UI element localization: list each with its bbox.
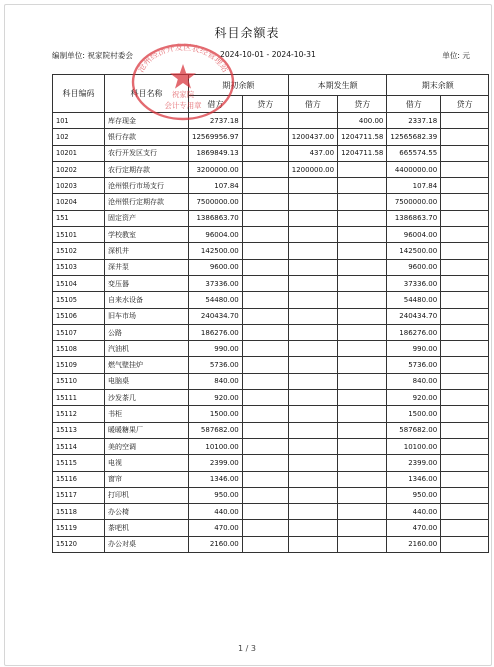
table-body	[53, 113, 489, 553]
cell-account-name: 旧车市场	[105, 308, 189, 324]
cell-account-code: 15113	[53, 422, 105, 438]
cell-closing-credit	[441, 520, 489, 536]
cell-current-debit: 1200437.00	[288, 129, 337, 145]
cell-opening-debit: 2160.00	[189, 536, 243, 552]
document-title: 科目余额表	[214, 26, 280, 40]
cell-opening-credit	[242, 324, 288, 340]
cell-opening-credit	[242, 341, 288, 357]
cell-opening-debit: 440.00	[189, 504, 243, 520]
cell-current-debit: 437.00	[288, 145, 337, 161]
cell-account-code: 15102	[53, 243, 105, 259]
cell-closing-debit: 665574.55	[387, 145, 441, 161]
cell-account-name: 银行存款	[105, 129, 189, 145]
cell-account-code: 15118	[53, 504, 105, 520]
cell-account-name: 学校教室	[105, 227, 189, 243]
cell-opening-debit: 2399.00	[189, 455, 243, 471]
cell-closing-credit	[441, 292, 489, 308]
table-row	[53, 210, 489, 226]
document-meta-row	[52, 50, 470, 64]
cell-opening-debit: 3200000.00	[189, 161, 243, 177]
cell-opening-debit: 96004.00	[189, 227, 243, 243]
cell-current-debit	[288, 422, 337, 438]
cell-closing-debit: 142500.00	[387, 243, 441, 259]
table-row	[53, 373, 489, 389]
cell-opening-credit	[242, 161, 288, 177]
account-balance-table	[52, 74, 489, 553]
table-row	[53, 438, 489, 454]
cell-opening-debit: 1869849.13	[189, 145, 243, 161]
cell-opening-debit: 5736.00	[189, 357, 243, 373]
cell-closing-debit: 2160.00	[387, 536, 441, 552]
cell-closing-debit: 10100.00	[387, 438, 441, 454]
cell-opening-credit	[242, 227, 288, 243]
cell-opening-credit	[242, 194, 288, 210]
header-opening-balance: 期初余额	[189, 75, 289, 96]
cell-current-credit	[338, 536, 387, 552]
cell-current-credit	[338, 487, 387, 503]
table-row	[53, 487, 489, 503]
cell-opening-credit	[242, 520, 288, 536]
cell-account-name: 沙发茶几	[105, 390, 189, 406]
cell-closing-debit: 186276.00	[387, 324, 441, 340]
cell-closing-credit	[441, 129, 489, 145]
table-row	[53, 422, 489, 438]
cell-closing-debit: 107.84	[387, 178, 441, 194]
cell-current-credit: 1204711.58	[338, 145, 387, 161]
cell-current-debit	[288, 194, 337, 210]
cell-current-debit	[288, 390, 337, 406]
cell-closing-credit	[441, 145, 489, 161]
cell-opening-credit	[242, 471, 288, 487]
cell-account-name: 办公椅	[105, 504, 189, 520]
cell-closing-debit: 440.00	[387, 504, 441, 520]
table-row	[53, 113, 489, 129]
cell-current-credit	[338, 422, 387, 438]
cell-opening-debit: 950.00	[189, 487, 243, 503]
cell-account-name: 燃气壁挂炉	[105, 357, 189, 373]
cell-closing-credit	[441, 406, 489, 422]
cell-closing-credit	[441, 487, 489, 503]
cell-account-name: 自来水设备	[105, 292, 189, 308]
cell-opening-credit	[242, 113, 288, 129]
table-row	[53, 520, 489, 536]
cell-account-code: 15120	[53, 536, 105, 552]
cell-opening-debit: 1346.00	[189, 471, 243, 487]
cell-opening-debit: 186276.00	[189, 324, 243, 340]
period-range: 2024-10-01 - 2024-10-31	[220, 50, 316, 59]
cell-current-credit: 1204711.58	[338, 129, 387, 145]
cell-account-code: 15103	[53, 259, 105, 275]
cell-account-name: 汽油机	[105, 341, 189, 357]
cell-account-code: 15105	[53, 292, 105, 308]
table-row	[53, 194, 489, 210]
cell-current-debit	[288, 373, 337, 389]
cell-opening-credit	[242, 292, 288, 308]
cell-current-debit	[288, 406, 337, 422]
cell-current-debit	[288, 259, 337, 275]
cell-closing-debit: 9600.00	[387, 259, 441, 275]
cell-account-code: 15119	[53, 520, 105, 536]
cell-closing-credit	[441, 536, 489, 552]
cell-opening-credit	[242, 357, 288, 373]
cell-current-debit	[288, 292, 337, 308]
cell-account-code: 15110	[53, 373, 105, 389]
cell-current-credit	[338, 292, 387, 308]
cell-closing-debit: 1386863.70	[387, 210, 441, 226]
compiling-unit: 编制单位: 祝家院村委会	[52, 51, 133, 60]
table-row	[53, 292, 489, 308]
table-row	[53, 324, 489, 340]
cell-closing-credit	[441, 308, 489, 324]
cell-closing-credit	[441, 324, 489, 340]
cell-opening-credit	[242, 145, 288, 161]
cell-closing-debit: 950.00	[387, 487, 441, 503]
cell-closing-credit	[441, 357, 489, 373]
cell-current-debit	[288, 438, 337, 454]
cell-current-debit	[288, 227, 337, 243]
cell-current-credit	[338, 357, 387, 373]
cell-current-credit	[338, 406, 387, 422]
cell-opening-debit: 142500.00	[189, 243, 243, 259]
cell-current-debit	[288, 520, 337, 536]
cell-opening-debit: 12569956.97	[189, 129, 243, 145]
cell-account-code: 15117	[53, 487, 105, 503]
cell-opening-debit: 1386863.70	[189, 210, 243, 226]
header-opening-debit: 借方	[189, 96, 243, 113]
header-closing-debit: 借方	[387, 96, 441, 113]
cell-opening-debit: 2737.18	[189, 113, 243, 129]
cell-opening-debit: 10100.00	[189, 438, 243, 454]
cell-closing-debit: 12565682.39	[387, 129, 441, 145]
cell-opening-credit	[242, 438, 288, 454]
cell-opening-credit	[242, 536, 288, 552]
cell-opening-credit	[242, 275, 288, 291]
cell-opening-credit	[242, 308, 288, 324]
cell-opening-debit: 107.84	[189, 178, 243, 194]
cell-current-credit	[338, 308, 387, 324]
cell-opening-debit: 7500000.00	[189, 194, 243, 210]
cell-opening-debit: 840.00	[189, 373, 243, 389]
cell-opening-debit: 990.00	[189, 341, 243, 357]
cell-closing-credit	[441, 504, 489, 520]
cell-current-debit	[288, 113, 337, 129]
cell-current-debit	[288, 357, 337, 373]
cell-current-debit	[288, 487, 337, 503]
cell-account-name: 固定资产	[105, 210, 189, 226]
cell-closing-debit: 587682.00	[387, 422, 441, 438]
header-closing-credit: 贷方	[441, 96, 489, 113]
cell-account-name: 打印机	[105, 487, 189, 503]
table-row	[53, 390, 489, 406]
cell-account-name: 深机井	[105, 243, 189, 259]
cell-closing-debit: 470.00	[387, 520, 441, 536]
cell-current-credit	[338, 520, 387, 536]
cell-current-credit	[338, 438, 387, 454]
header-current-amount: 本期发生额	[288, 75, 387, 96]
cell-current-credit	[338, 161, 387, 177]
cell-account-code: 15116	[53, 471, 105, 487]
cell-current-credit	[338, 341, 387, 357]
cell-current-debit	[288, 308, 337, 324]
cell-opening-debit: 470.00	[189, 520, 243, 536]
cell-current-debit	[288, 275, 337, 291]
cell-opening-debit: 54480.00	[189, 292, 243, 308]
cell-current-debit	[288, 504, 337, 520]
cell-closing-credit	[441, 210, 489, 226]
cell-closing-credit	[441, 194, 489, 210]
cell-account-name: 农行定期存款	[105, 161, 189, 177]
header-account-name: 科目名称	[105, 75, 189, 113]
cell-closing-debit: 920.00	[387, 390, 441, 406]
cell-current-credit	[338, 178, 387, 194]
cell-account-code: 15104	[53, 275, 105, 291]
cell-opening-credit	[242, 259, 288, 275]
cell-closing-debit: 990.00	[387, 341, 441, 357]
cell-opening-debit: 9600.00	[189, 259, 243, 275]
cell-account-name: 书柜	[105, 406, 189, 422]
cell-closing-debit: 240434.70	[387, 308, 441, 324]
cell-closing-credit	[441, 438, 489, 454]
table-row	[53, 227, 489, 243]
header-account-code: 科目编码	[53, 75, 105, 113]
cell-closing-debit: 37336.00	[387, 275, 441, 291]
cell-account-code: 15115	[53, 455, 105, 471]
cell-current-debit	[288, 536, 337, 552]
cell-current-credit	[338, 324, 387, 340]
seal-mid-text: 祝家院	[171, 90, 195, 99]
cell-closing-debit: 5736.00	[387, 357, 441, 373]
cell-opening-credit	[242, 504, 288, 520]
header-closing-balance: 期末余额	[387, 75, 489, 96]
cell-current-credit	[338, 275, 387, 291]
cell-current-credit	[338, 243, 387, 259]
table-row	[53, 243, 489, 259]
cell-account-name: 电视	[105, 455, 189, 471]
cell-account-name: 深井泵	[105, 259, 189, 275]
cell-account-code: 151	[53, 210, 105, 226]
cell-closing-credit	[441, 373, 489, 389]
cell-closing-credit	[441, 390, 489, 406]
cell-closing-credit	[441, 259, 489, 275]
cell-account-name: 沧州银行市场支行	[105, 178, 189, 194]
cell-account-code: 15112	[53, 406, 105, 422]
cell-current-credit	[338, 504, 387, 520]
cell-account-code: 15109	[53, 357, 105, 373]
cell-closing-credit	[441, 178, 489, 194]
cell-opening-debit: 920.00	[189, 390, 243, 406]
table-row	[53, 308, 489, 324]
cell-closing-credit	[441, 227, 489, 243]
cell-closing-credit	[441, 455, 489, 471]
cell-opening-credit	[242, 178, 288, 194]
cell-account-code: 15106	[53, 308, 105, 324]
cell-account-code: 15111	[53, 390, 105, 406]
cell-current-debit	[288, 178, 337, 194]
cell-account-name: 农行开发区支行	[105, 145, 189, 161]
cell-current-debit	[288, 210, 337, 226]
cell-opening-credit	[242, 390, 288, 406]
table-row	[53, 536, 489, 552]
cell-account-name: 库存现金	[105, 113, 189, 129]
cell-current-debit	[288, 243, 337, 259]
cell-closing-credit	[441, 341, 489, 357]
cell-account-name: 办公对桌	[105, 536, 189, 552]
cell-current-credit	[338, 259, 387, 275]
cell-opening-credit	[242, 487, 288, 503]
cell-account-code: 10202	[53, 161, 105, 177]
cell-opening-credit	[242, 243, 288, 259]
cell-account-name: 变压器	[105, 275, 189, 291]
cell-opening-credit	[242, 210, 288, 226]
cell-current-debit	[288, 455, 337, 471]
cell-closing-credit	[441, 113, 489, 129]
cell-current-debit	[288, 324, 337, 340]
header-opening-credit: 贷方	[242, 96, 288, 113]
cell-account-code: 15101	[53, 227, 105, 243]
seal-bottom-text: 会计专用章	[164, 101, 202, 110]
cell-closing-credit	[441, 243, 489, 259]
table-row	[53, 406, 489, 422]
cell-opening-credit	[242, 455, 288, 471]
cell-closing-debit: 7500000.00	[387, 194, 441, 210]
cell-closing-debit: 1500.00	[387, 406, 441, 422]
cell-account-code: 102	[53, 129, 105, 145]
cell-current-credit	[338, 390, 387, 406]
cell-opening-debit: 240434.70	[189, 308, 243, 324]
cell-opening-credit	[242, 373, 288, 389]
table-row	[53, 455, 489, 471]
cell-account-name: 暖暖糖果厂	[105, 422, 189, 438]
cell-account-name: 公路	[105, 324, 189, 340]
cell-closing-credit	[441, 422, 489, 438]
cell-account-code: 101	[53, 113, 105, 129]
cell-closing-debit: 96004.00	[387, 227, 441, 243]
table-row	[53, 357, 489, 373]
cell-account-code: 10204	[53, 194, 105, 210]
cell-closing-debit: 4400000.00	[387, 161, 441, 177]
cell-current-debit	[288, 341, 337, 357]
table-row	[53, 145, 489, 161]
cell-opening-credit	[242, 406, 288, 422]
cell-current-debit	[288, 471, 337, 487]
table-row	[53, 259, 489, 275]
cell-closing-debit: 1346.00	[387, 471, 441, 487]
table-row	[53, 471, 489, 487]
cell-account-name: 茶吧机	[105, 520, 189, 536]
cell-account-code: 15114	[53, 438, 105, 454]
header-current-debit: 借方	[288, 96, 337, 113]
cell-account-name: 窗帘	[105, 471, 189, 487]
table-row	[53, 178, 489, 194]
cell-account-name: 沧州银行定期存款	[105, 194, 189, 210]
cell-current-credit	[338, 373, 387, 389]
table-row	[53, 129, 489, 145]
table-row	[53, 275, 489, 291]
cell-current-credit	[338, 455, 387, 471]
cell-opening-credit	[242, 422, 288, 438]
page-indicator: 1 / 3	[238, 644, 256, 653]
cell-opening-debit: 587682.00	[189, 422, 243, 438]
cell-account-code: 15108	[53, 341, 105, 357]
cell-current-credit	[338, 227, 387, 243]
cell-closing-credit	[441, 161, 489, 177]
cell-closing-credit	[441, 275, 489, 291]
cell-current-credit: 400.00	[338, 113, 387, 129]
cell-opening-debit: 1500.00	[189, 406, 243, 422]
cell-account-code: 15107	[53, 324, 105, 340]
cell-closing-debit: 2399.00	[387, 455, 441, 471]
table-row	[53, 504, 489, 520]
seal-arc-text: 沧州经济开发区农经管理站	[135, 41, 231, 74]
cell-closing-credit	[441, 471, 489, 487]
cell-account-name: 电脑桌	[105, 373, 189, 389]
cell-opening-debit: 37336.00	[189, 275, 243, 291]
cell-closing-debit: 54480.00	[387, 292, 441, 308]
cell-account-code: 10203	[53, 178, 105, 194]
cell-closing-debit: 2337.18	[387, 113, 441, 129]
cell-account-name: 美的空调	[105, 438, 189, 454]
cell-current-credit	[338, 471, 387, 487]
cell-opening-credit	[242, 129, 288, 145]
cell-current-debit: 1200000.00	[288, 161, 337, 177]
cell-current-credit	[338, 194, 387, 210]
header-current-credit: 贷方	[338, 96, 387, 113]
cell-account-code: 10201	[53, 145, 105, 161]
cell-current-credit	[338, 210, 387, 226]
table-row	[53, 161, 489, 177]
cell-closing-debit: 840.00	[387, 373, 441, 389]
currency-unit: 单位: 元	[442, 51, 470, 60]
table-row	[53, 341, 489, 357]
